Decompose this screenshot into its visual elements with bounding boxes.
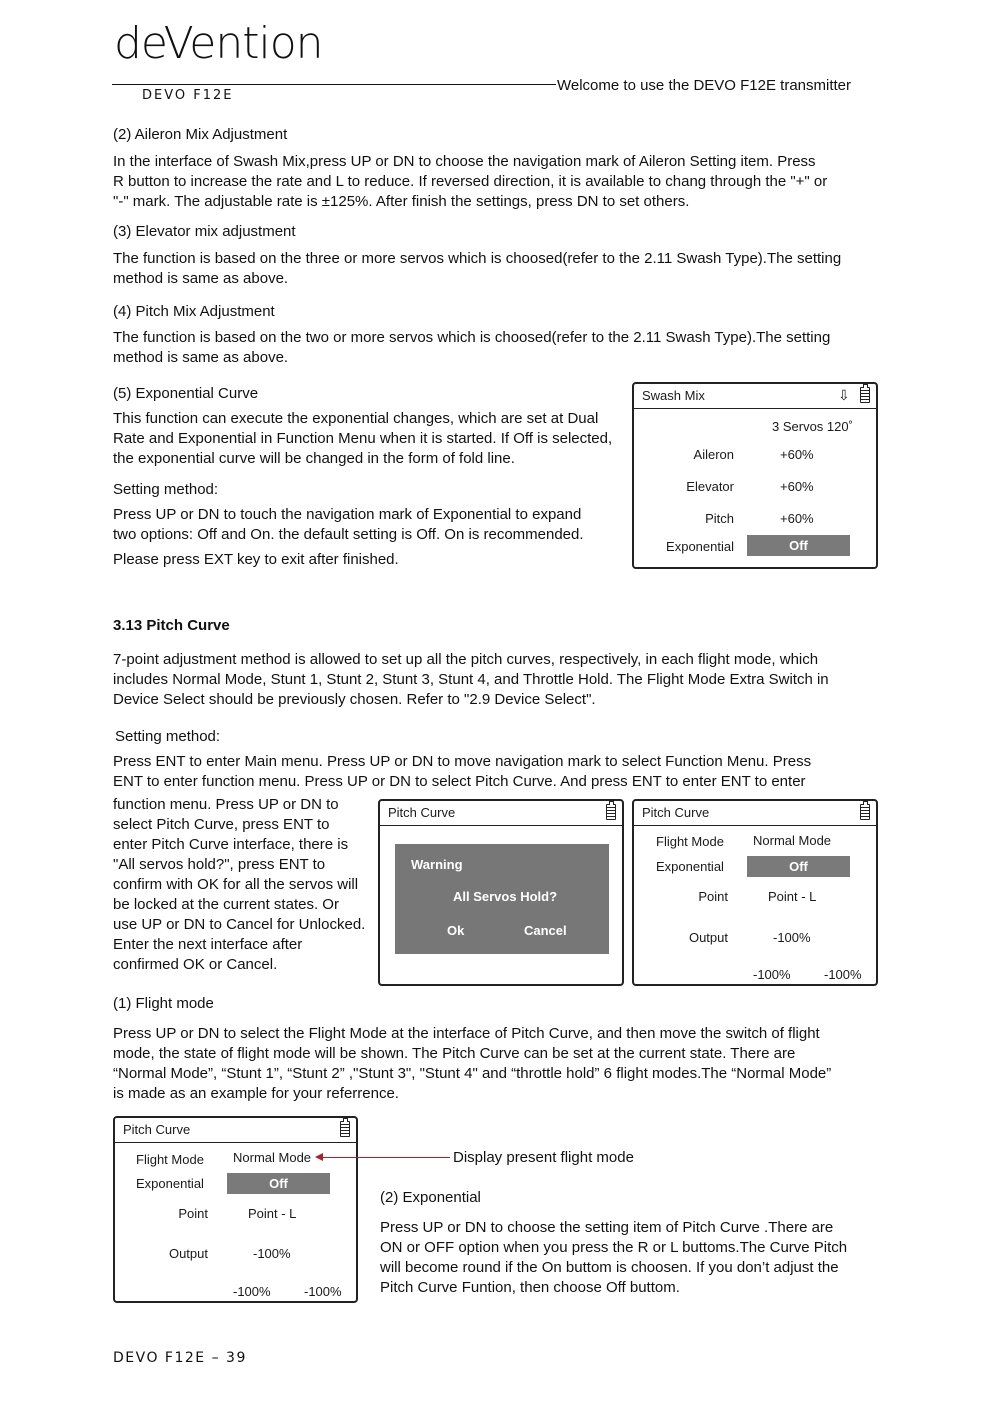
brand-model: DEVO F12E: [142, 88, 234, 103]
text-line: mode, the state of flight mode will be shown. The Pitch Curve can be set at the current state. There are: [113, 1045, 796, 1062]
pitch-label: Pitch: [705, 511, 734, 526]
screen-title: Swash Mix: [642, 388, 705, 403]
expo-setting-label: Setting method:: [113, 481, 219, 498]
aileron-body: [113, 152, 883, 212]
text-line: Press UP or DN to choose the setting item of Pitch Curve .There are: [380, 1219, 834, 1236]
pitch-narrow-body: [113, 795, 371, 975]
screen-titlebar: [634, 384, 876, 409]
warning-question: All Servos Hold?: [453, 889, 558, 904]
text-line: be locked at the current states. Or: [113, 896, 339, 913]
elevator-body: [113, 249, 883, 289]
text-line: Press UP or DN to select the Flight Mode at the interface of Pitch Curve, and then move the switch of flight: [113, 1025, 820, 1042]
pitch-warning-screen: [378, 799, 624, 986]
text-line: Enter the next interface after: [113, 936, 303, 953]
pitch-mix-heading: (4) Pitch Mix Adjustment: [113, 303, 275, 320]
callout-label: Display present flight mode: [453, 1149, 634, 1166]
pitch-value[interactable]: +60%: [780, 511, 814, 526]
text-line: the exponential curve will be changed in the form of fold line.: [113, 450, 515, 467]
pitch-setting-label: Setting method:: [115, 728, 221, 745]
text-line: confirmed OK or Cancel.: [113, 956, 278, 973]
flight-mode-value[interactable]: Normal Mode: [753, 833, 832, 848]
flight-mode-label: Flight Mode: [136, 1152, 204, 1167]
output-label: Output: [168, 1246, 208, 1261]
flight-mode-value[interactable]: Normal Mode: [233, 1150, 312, 1165]
pitch-curve-body: [113, 650, 883, 710]
text-line: enter Pitch Curve interface, there is: [113, 836, 349, 853]
text-line: Device Select should be previously chosen. Refer to "2.9 Device Select".: [113, 691, 596, 708]
text-line: ON or OFF option when you press the R or L buttoms.The Curve Pitch: [380, 1239, 848, 1256]
exponential2-heading: (2) Exponential: [380, 1189, 481, 1206]
text-line: "All servos hold?", press ENT to: [113, 856, 326, 873]
aileron-value[interactable]: +60%: [780, 447, 814, 462]
text-line: ENT to enter function menu. Press UP or DN to select Pitch Curve. And press ENT to enter ENT to enter: [113, 773, 806, 790]
battery-icon: [340, 1121, 350, 1137]
text-line: method is same as above.: [113, 349, 289, 366]
swash-type-value: 3 Servos 120˚: [772, 419, 853, 434]
header-divider: [112, 84, 556, 85]
text-line: Press ENT to enter Main menu. Press UP or DN to move navigation mark to select Function Menu. Press: [113, 753, 812, 770]
brand-logo: deVention: [114, 18, 323, 69]
point-value[interactable]: Point - L: [768, 889, 817, 904]
arrow-down-icon: ⇩: [838, 387, 850, 403]
exponential2-body: [380, 1218, 885, 1298]
flight-mode-body: [113, 1024, 883, 1104]
elevator-heading: (3) Elevator mix adjustment: [113, 223, 296, 240]
text-line: “Normal Mode”, “Stunt 1”, “Stunt 2” ,"Stunt 3", "Stunt 4" and “throttle hold” 6 flight modes.The “Normal Mode”: [113, 1065, 832, 1082]
elevator-label: Elevator: [686, 479, 734, 494]
curve-bottom-left: -100%: [233, 1284, 271, 1299]
screen-titlebar: [380, 801, 622, 826]
swash-mix-screen: [632, 382, 878, 569]
callout-arrow-icon: [315, 1153, 323, 1161]
aileron-label: Aileron: [693, 447, 734, 462]
pitch-curve-example-screen: [113, 1116, 358, 1303]
header-title: Welcome to use the DEVO F12E transmitter: [557, 77, 852, 94]
flight-mode-label: Flight Mode: [656, 834, 724, 849]
warning-title: Warning: [411, 857, 463, 872]
text-line: function menu. Press UP or DN to: [113, 796, 339, 813]
expo-exit-line: Please press EXT key to exit after finished.: [113, 551, 399, 568]
point-label: Point: [178, 1206, 208, 1221]
exponential-label: Exponential: [666, 539, 734, 554]
output-label: Output: [688, 930, 728, 945]
expo-body: [113, 409, 623, 469]
text-line: confirm with OK for all the servos will: [113, 876, 359, 893]
point-value[interactable]: Point - L: [248, 1206, 297, 1221]
screen-titlebar: [115, 1118, 356, 1143]
output-value[interactable]: -100%: [773, 930, 811, 945]
curve-bottom-left: -100%: [753, 967, 791, 982]
callout-line: [322, 1157, 450, 1158]
exponential-toggle[interactable]: Off: [227, 1173, 330, 1194]
expo-setting-body: [113, 505, 623, 545]
curve-bottom-right: -100%: [824, 967, 862, 982]
aileron-heading: (2) Aileron Mix Adjustment: [113, 126, 288, 143]
point-label: Point: [698, 889, 728, 904]
text-line: two options: Off and On. the default setting is Off. On is recommended.: [113, 526, 584, 543]
text-line: In the interface of Swash Mix,press UP or DN to choose the navigation mark of Aileron Setting item. Press: [113, 153, 816, 170]
screen-title: Pitch Curve: [642, 805, 710, 820]
text-line: This function can execute the exponential changes, which are set at Dual: [113, 410, 599, 427]
ok-button[interactable]: Ok: [447, 923, 465, 938]
text-line: select Pitch Curve, press ENT to: [113, 816, 330, 833]
text-line: 7-point adjustment method is allowed to set up all the pitch curves, respectively, in each flight mode, which: [113, 651, 819, 668]
battery-icon: [860, 387, 870, 403]
text-line: R button to increase the rate and L to reduce. If reversed direction, it is available to chang through the "+" or: [113, 173, 828, 190]
text-line: method is same as above.: [113, 270, 289, 287]
screen-title: Pitch Curve: [388, 805, 456, 820]
exponential-label: Exponential: [656, 859, 724, 874]
exponential-toggle[interactable]: Off: [747, 535, 850, 556]
exponential-label: Exponential: [136, 1176, 204, 1191]
pitch-mix-body: [113, 328, 883, 368]
battery-icon: [606, 804, 616, 820]
pitch-curve-screen: [632, 799, 878, 986]
screen-titlebar: [634, 801, 876, 826]
text-line: will become round if the On buttom is choosen. If you don’t adjust the: [380, 1259, 839, 1276]
page-footer: DEVO F12E – 39: [113, 1350, 247, 1366]
curve-bottom-right: -100%: [304, 1284, 342, 1299]
pitch-curve-heading: 3.13 Pitch Curve: [113, 617, 230, 634]
text-line: Pitch Curve Funtion, then choose Off buttom.: [380, 1279, 680, 1296]
cancel-button[interactable]: Cancel: [524, 923, 567, 938]
pitch-setting-body: [113, 752, 883, 792]
screen-title: Pitch Curve: [123, 1122, 191, 1137]
text-line: "-" mark. The adjustable rate is ±125%. After finish the settings, press DN to set others.: [113, 193, 690, 210]
battery-icon: [860, 804, 870, 820]
text-line: The function is based on the two or more servos which is choosed(refer to the 2.11 Swash Type).The setting: [113, 329, 831, 346]
text-line: Press UP or DN to touch the navigation mark of Exponential to expand: [113, 506, 582, 523]
text-line: Rate and Exponential in Function Menu when it is started. If Off is selected,: [113, 430, 613, 447]
output-value[interactable]: -100%: [253, 1246, 291, 1261]
expo-heading: (5) Exponential Curve: [113, 385, 259, 402]
text-line: includes Normal Mode, Stunt 1, Stunt 2, Stunt 3, Stunt 4, and Throttle Hold. The Flight Mode Extra Switch in: [113, 671, 829, 688]
flight-mode-heading: (1) Flight mode: [113, 995, 214, 1012]
text-line: is made as an example for your referrence.: [113, 1085, 399, 1102]
elevator-value[interactable]: +60%: [780, 479, 814, 494]
warning-dialog: [395, 844, 609, 954]
exponential-toggle[interactable]: Off: [747, 856, 850, 877]
text-line: use UP or DN to Cancel for Unlocked.: [113, 916, 366, 933]
text-line: The function is based on the three or more servos which is choosed(refer to the 2.11 Swash Type).The setting: [113, 250, 842, 267]
